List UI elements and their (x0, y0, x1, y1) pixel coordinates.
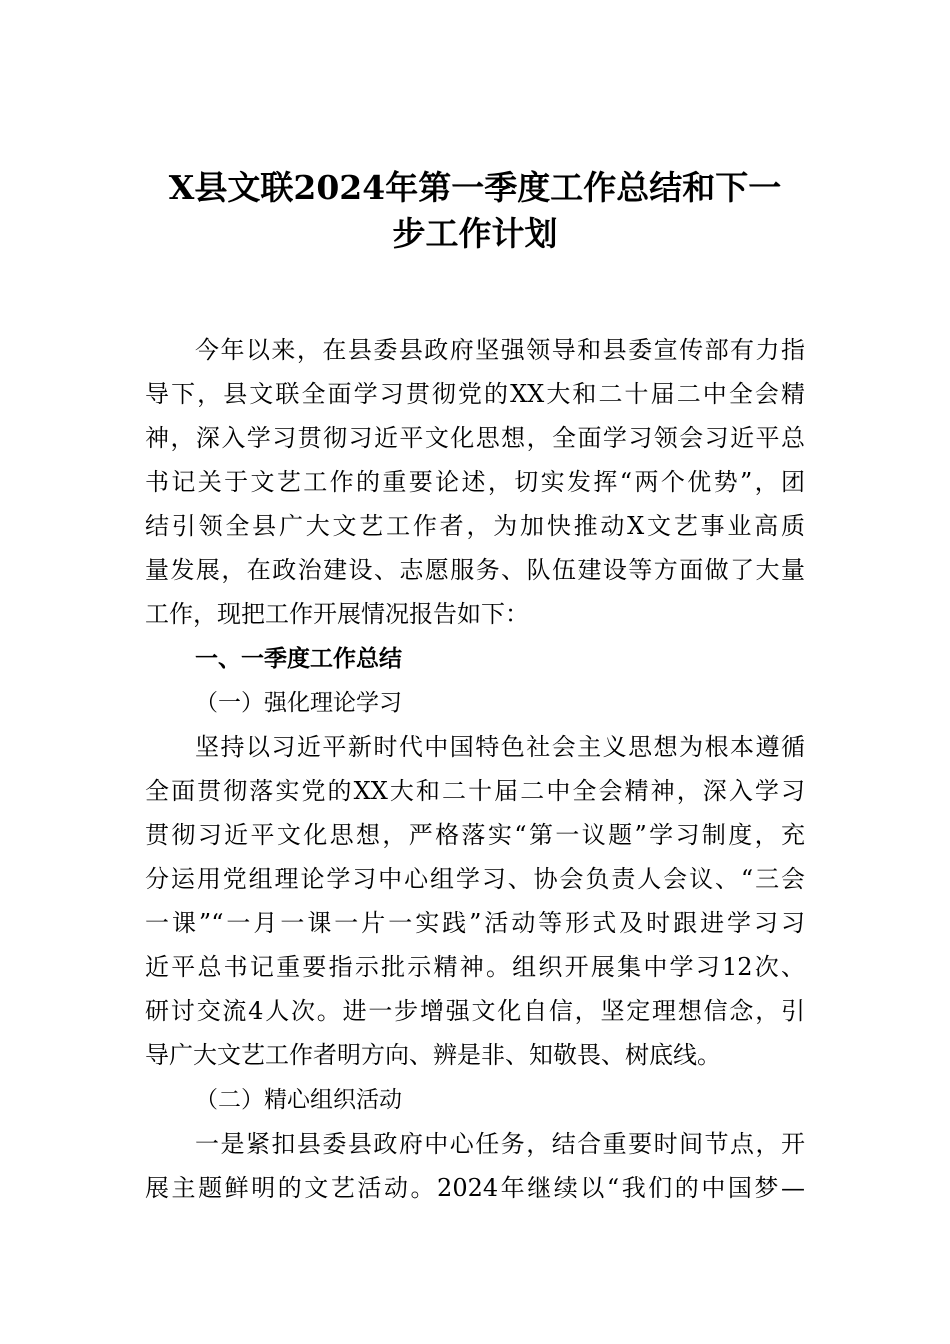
intro-line: 结引领全县广大文艺工作者，为加快推动X文艺事业高质 (145, 512, 805, 540)
body-line: 研讨交流4人次。进一步增强文化自信，坚定理想信念，引 (145, 997, 805, 1025)
intro-line: 工作，现把工作开展情况报告如下： (145, 600, 529, 628)
body-line: 导广大文艺工作者明方向、辨是非、知敬畏、树底线。 (145, 1041, 721, 1069)
subsection-heading: （一）强化理论学习 (195, 690, 402, 716)
document-title-line-1: X县文联2024年第一季度工作总结和下一 (168, 168, 782, 207)
body-line: 全面贯彻落实党的XX大和二十届二中全会精神，深入学习 (145, 777, 805, 805)
section-heading: 一、一季度工作总结 (195, 646, 402, 672)
intro-line: 量发展，在政治建设、志愿服务、队伍建设等方面做了大量 (145, 556, 805, 584)
intro-line: 书记关于文艺工作的重要论述，切实发挥“两个优势”，团 (145, 468, 805, 496)
body-line: 一是紧扣县委县政府中心任务，结合重要时间节点，开 (195, 1130, 805, 1158)
body-line: 近平总书记重要指示批示精神。组织开展集中学习12次、 (145, 953, 805, 981)
body-line: 分运用党组理论学习中心组学习、协会负责人会议、“三会 (145, 865, 805, 893)
body-line: 坚持以习近平新时代中国特色社会主义思想为根本遵循 (195, 733, 805, 761)
intro-line: 导下，县文联全面学习贯彻党的XX大和二十届二中全会精 (145, 380, 805, 408)
intro-line: 神，深入学习贯彻习近平文化思想，全面学习领会习近平总 (145, 424, 805, 452)
body-line: 展主题鲜明的文艺活动。2024年继续以“我们的中国梦— (145, 1174, 805, 1202)
body-line: 一课”“一月一课一片一实践”活动等形式及时跟进学习习 (145, 909, 805, 937)
body-line: 贯彻习近平文化思想，严格落实“第一议题”学习制度，充 (145, 821, 805, 849)
subsection-heading: （二）精心组织活动 (195, 1087, 402, 1113)
intro-line: 今年以来，在县委县政府坚强领导和县委宣传部有力指 (195, 336, 805, 364)
document-title-line-2: 步工作计划 (392, 214, 558, 253)
